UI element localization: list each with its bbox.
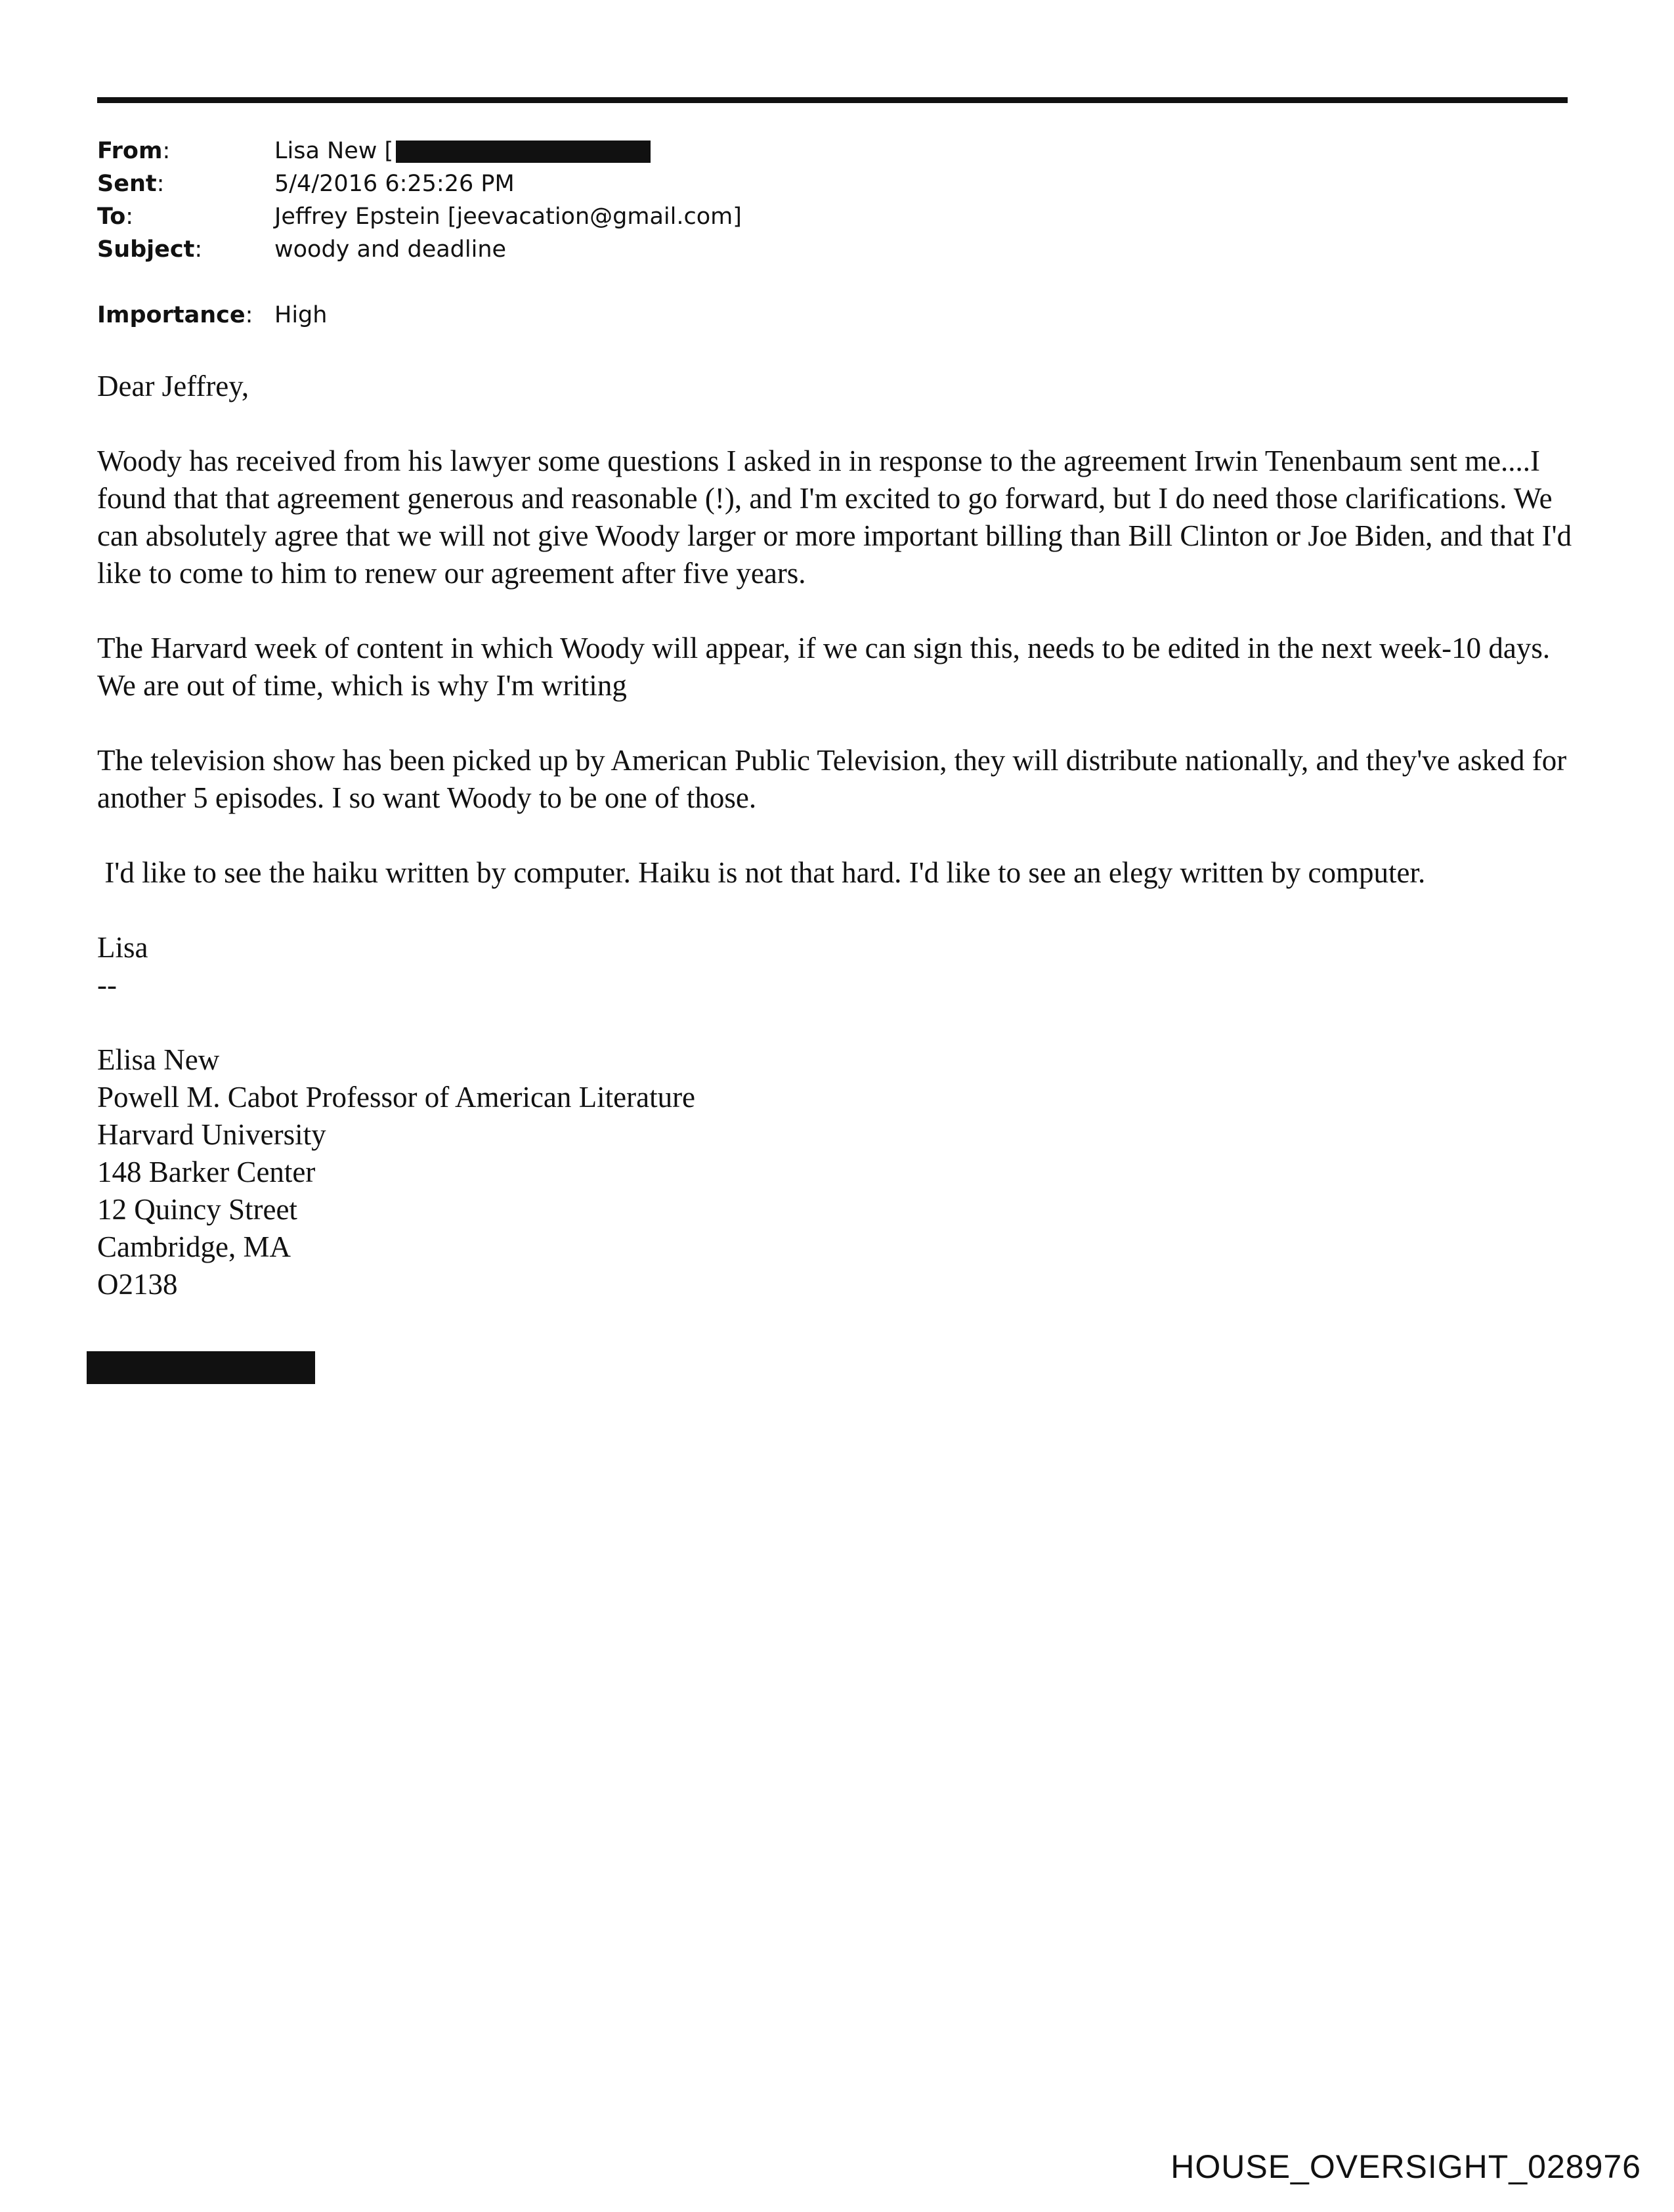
signature-line: Powell M. Cabot Professor of American Literature	[97, 1081, 696, 1114]
to-row: To: Jeffrey Epstein [jeevacation@gmail.com]	[97, 200, 742, 233]
importance-label: Importance	[97, 302, 246, 328]
sent-value: 5/4/2016 6:25:26 PM	[274, 171, 515, 197]
redaction-bar	[396, 141, 651, 163]
sent-label: Sent	[97, 171, 157, 197]
signature-line: Elisa New	[97, 1043, 220, 1076]
signature-line: 12 Quincy Street	[97, 1193, 297, 1226]
signature-line: Harvard University	[97, 1118, 326, 1151]
greeting: Dear Jeffrey,	[97, 370, 249, 402]
from-value: Lisa New [	[274, 138, 394, 164]
to-label: To	[97, 204, 126, 230]
body-paragraph: The Harvard week of content in which Woody will appear, if we can sign this, needs to be edited in the next week-10 days. We are out of time, which is why I'm writing	[97, 632, 1551, 702]
email-body	[97, 368, 1574, 1303]
from-label: From	[97, 138, 163, 164]
body-paragraph: The television show has been picked up by American Public Television, they will distribute nationally, and they've asked for another 5 episodes. I so want Woody to be one of those.	[97, 744, 1567, 814]
importance-value: High	[274, 302, 328, 328]
subject-value: woody and deadline	[274, 236, 507, 263]
bates-number: HOUSE_OVERSIGHT_028976	[1170, 2148, 1641, 2185]
redaction-block	[87, 1351, 315, 1384]
signature-line: Cambridge, MA	[97, 1230, 291, 1263]
sent-row: Sent: 5/4/2016 6:25:26 PM	[97, 167, 742, 200]
signoff: Lisa	[97, 931, 148, 964]
subject-label: Subject	[97, 236, 195, 263]
body-paragraph: Woody has received from his lawyer some questions I asked in in response to the agreement Irwin Tenenbaum sent me....I found that that agreement generous and reasonable (!), and I'm excited to go forward, but I do need those clarifications. We can absolutely agree that we will not give Woody larger or more important billing than Bill Clinton or Joe Biden, and that I'd like to come to him to renew our agreement after five years.	[97, 445, 1572, 590]
email-headers	[97, 135, 742, 332]
body-paragraph: I'd like to see the haiku written by computer. Haiku is not that hard. I'd like to see an elegy written by computer.	[97, 856, 1426, 889]
importance-row: Importance: High	[97, 299, 742, 332]
signature-separator: --	[97, 968, 117, 1001]
from-row: From: Lisa New [	[97, 135, 742, 167]
to-value: Jeffrey Epstein [jeevacation@gmail.com]	[274, 204, 742, 230]
signature-line: O2138	[97, 1268, 178, 1301]
header-rule	[97, 97, 1568, 103]
signature-line: 148 Barker Center	[97, 1156, 316, 1188]
subject-row: Subject: woody and deadline	[97, 233, 742, 266]
